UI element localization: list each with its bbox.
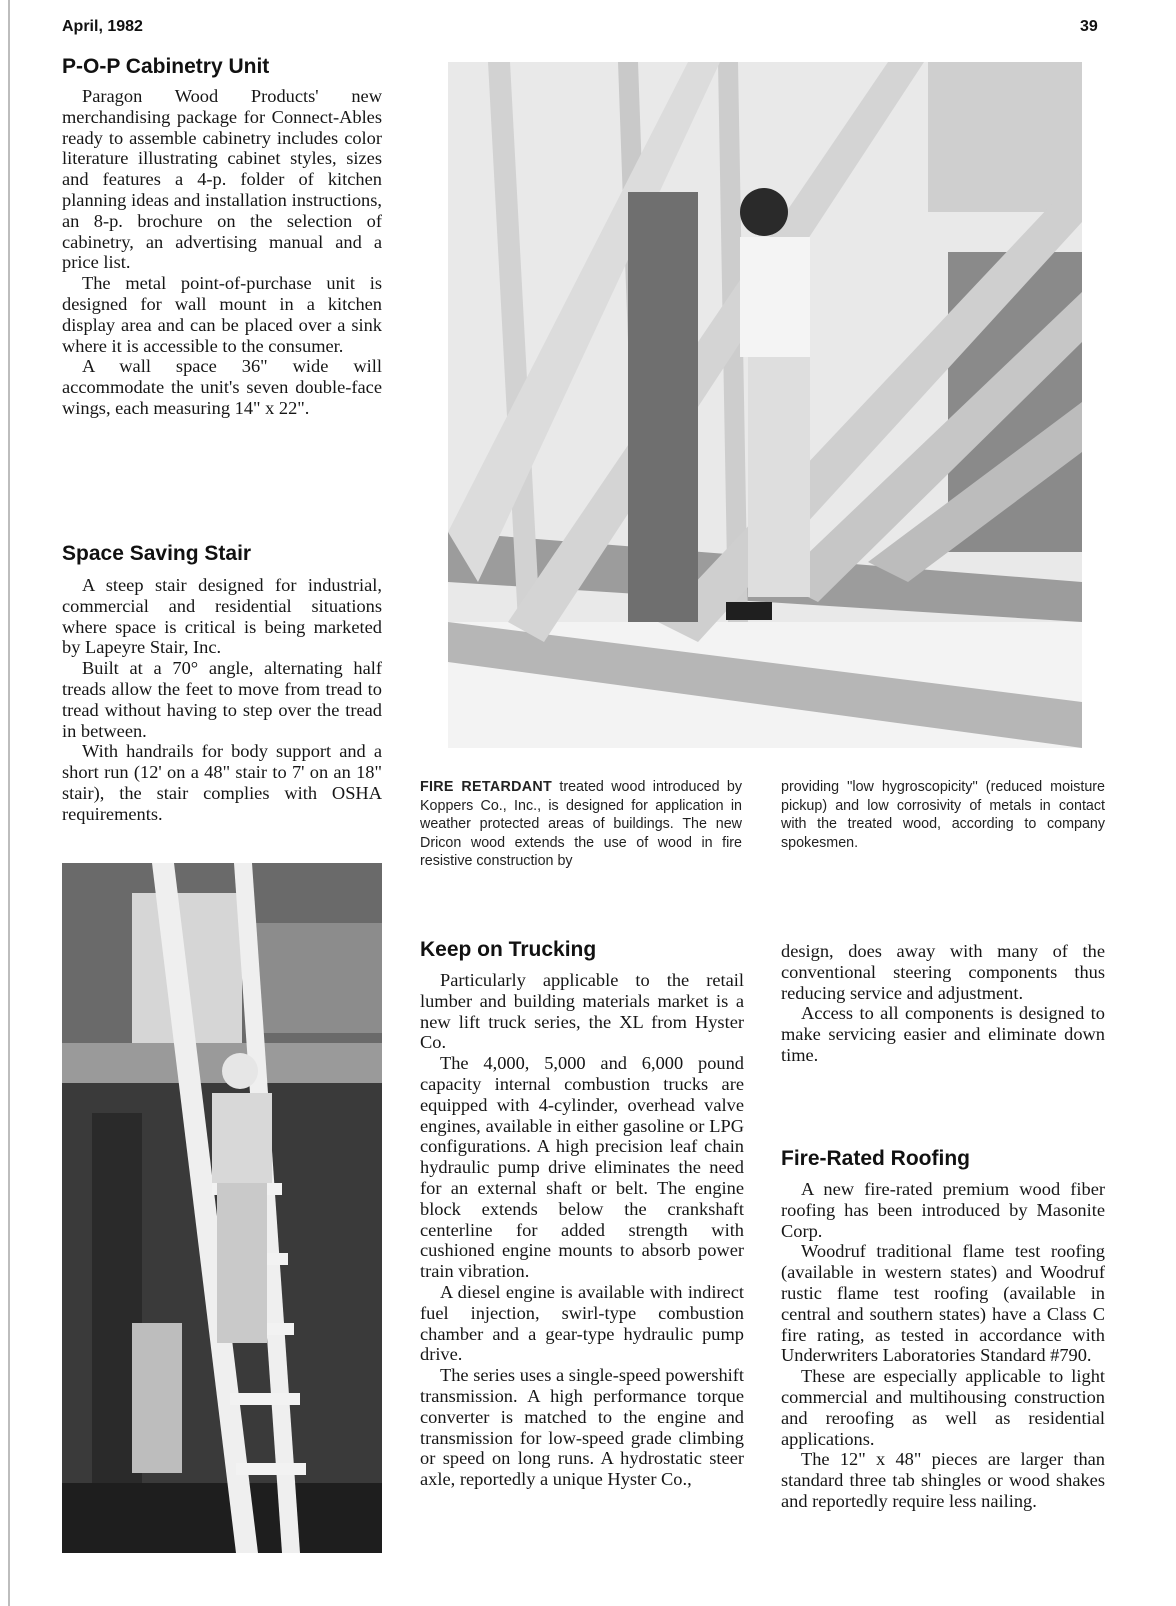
article-body bbox=[62, 86, 382, 419]
caption-lead: FIRE RETARDANT bbox=[420, 779, 553, 795]
paragraph: With handrails for body support and a short run (12' on a 48" stair to 7' on an 18" stair), the stair complies with OSHA requirements. bbox=[62, 741, 382, 824]
article-pop-cabinetry bbox=[62, 54, 382, 419]
paragraph: A new fire-rated premium wood fiber roofing has been introduced by Masonite Corp. bbox=[781, 1179, 1105, 1241]
paragraph: The metal point-of-purchase unit is designed for wall mount in a kitchen display area and can be placed over a sink where it is accessible to the consumer. bbox=[62, 273, 382, 356]
page-number: 39 bbox=[1080, 18, 1098, 35]
article-fire-rated-roofing bbox=[781, 1146, 1105, 1512]
stair-photo bbox=[62, 863, 382, 1553]
article-body bbox=[62, 575, 382, 825]
paragraph: The 4,000, 5,000 and 6,000 pound capacity internal combustion trucks are equipped with 4-cylinder, overhead valve engines, available in either gasoline or LPG configurations. A high precision leaf chain hydraulic pump drive eliminates the need for an external shaft or belt. The engine block extends below the crankshaft centerline for added strength with cushioned engine mounts to absorb power train vibration. bbox=[420, 1053, 744, 1282]
article-title: Space Saving Stair bbox=[62, 542, 252, 565]
fire-retardant-caption-right bbox=[781, 778, 1105, 852]
trusses-photo bbox=[448, 62, 1082, 748]
caption-text: providing ''low hygroscopicity'' (reduced moisture pickup) and low corrosivity of metals in contact with the treated wood, according to company spokesmen. bbox=[781, 779, 1105, 851]
article-keep-on-trucking bbox=[420, 937, 744, 1490]
paragraph: A diesel engine is available with indirect fuel injection, swirl-type combustion chamber and a gear-type hydraulic pump drive. bbox=[420, 1281, 744, 1365]
paragraph: Access to all components is designed to make servicing easier and eliminate down time. bbox=[781, 1003, 1105, 1065]
paragraph: A steep stair designed for industrial, commercial and residential situations where space is critical is being marketed by Lapeyre Stair, Inc. bbox=[62, 575, 382, 658]
paragraph-continuation: design, does away with many of the conventional steering components thus reducing service and adjustment. bbox=[781, 941, 1105, 1003]
page-edge bbox=[8, 0, 10, 1606]
paragraph: The 12" x 48" pieces are larger than standard three tab shingles or wood shakes and reportedly require less nailing. bbox=[781, 1449, 1105, 1511]
paragraph: Particularly applicable to the retail lumber and building materials market is a new lift truck series, the XL from Hyster Co. bbox=[420, 970, 744, 1053]
article-keep-on-trucking-continued bbox=[781, 941, 1105, 1066]
article-body bbox=[781, 1179, 1105, 1512]
fire-retardant-caption-left bbox=[420, 778, 742, 871]
paragraph: Paragon Wood Products' new merchandising package for Connect-Ables ready to assemble cabinetry includes color literature illustrating cabinet styles, sizes and features a 4-p. folder of kitchen planning ideas and installation instructions, an 8-p. brochure on the selection of cabinetry, an advertising manual and a price list. bbox=[62, 86, 382, 273]
paragraph: Woodruf traditional flame test roofing (available in western states) and Woodruf rustic flame test roofing (available in central and southern states) have a Class C fire rating, as tested in accordance with Underwriters Laboratories Standard #790. bbox=[781, 1241, 1105, 1366]
paragraph: Built at a 70° angle, alternating half treads allow the feet to move from tread to tread without having to step over the tread in between. bbox=[62, 658, 382, 741]
photo-wood-trusses-icon bbox=[448, 62, 1082, 748]
paragraph: These are especially applicable to light commercial and multihousing construction and reroofing as well as residential applications. bbox=[781, 1366, 1105, 1449]
paragraph: A wall space 36" wide will accommodate the unit's seven double-face wings, each measuring 14" x 22". bbox=[62, 356, 382, 418]
photo-steep-stair-icon bbox=[62, 863, 382, 1553]
article-title: Fire-Rated Roofing bbox=[781, 1147, 970, 1170]
article-title: P-O-P Cabinetry Unit bbox=[62, 55, 270, 78]
article-body bbox=[420, 970, 744, 1490]
paragraph: The series uses a single-speed powershift transmission. A high performance torque converter is matched to the engine and transmission for low-speed grade climbing or speed on long runs. A hydrostatic steer axle, reportedly a unique Hyster Co., bbox=[420, 1365, 744, 1490]
caption-text: treated wood introduced by Koppers Co., Inc., is designed for application in weather protected areas of buildings. The new Dricon wood extends the use of wood in fire resistive construction by bbox=[420, 779, 742, 870]
article-title: Keep on Trucking bbox=[420, 938, 597, 961]
issue-date: April, 1982 bbox=[62, 18, 143, 35]
article-space-saving-stair bbox=[62, 541, 382, 825]
